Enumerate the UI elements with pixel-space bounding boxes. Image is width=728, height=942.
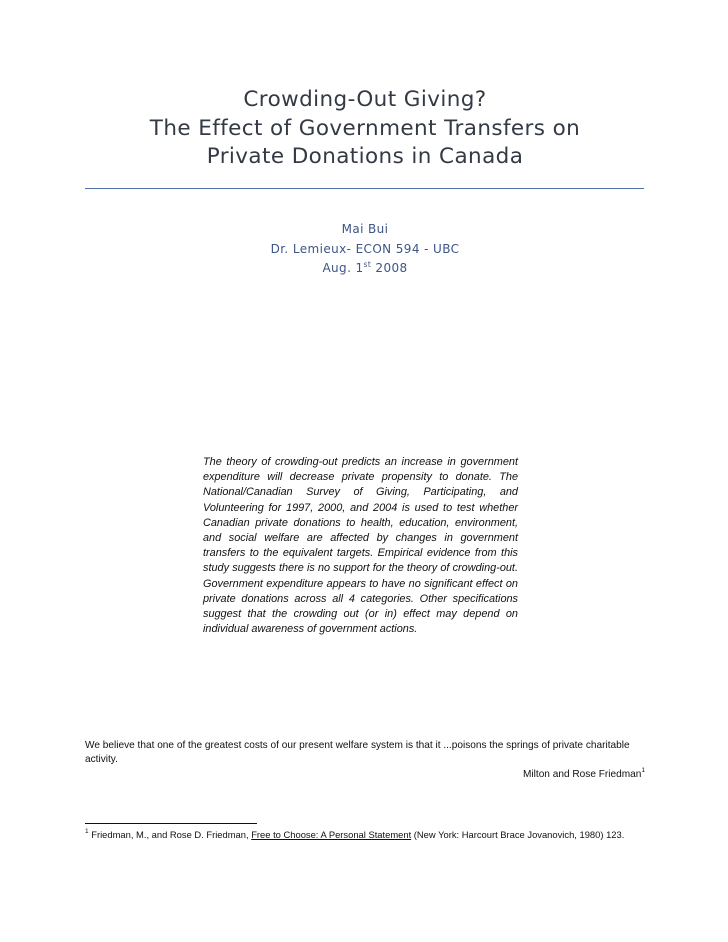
title-divider: [85, 188, 644, 189]
epigraph-attribution: [523, 768, 645, 782]
title-line-2: The Effect of Government Transfers on: [149, 115, 581, 141]
epigraph: [85, 739, 645, 780]
date-line: [85, 259, 645, 279]
date-year: 2008: [371, 261, 408, 275]
author-block: [85, 220, 645, 279]
epigraph-text: We believe that one of the greatest costs of our present welfare system is that it ...poisons the springs of private charitable activity.: [85, 740, 630, 765]
date-prefix: Aug. 1: [322, 261, 364, 275]
footnote-prefix: Friedman, M., and Rose D. Friedman,: [88, 829, 252, 840]
footnote-reference: 1: [641, 767, 645, 774]
title-line-3: Private Donations in Canada: [206, 144, 524, 169]
attribution-name: Milton and Rose Friedman: [523, 769, 642, 780]
footnote-suffix: (New York: Harcourt Brace Jovanovich, 1980) 123.: [411, 829, 625, 840]
abstract: The theory of crowding-out predicts an increase in government expenditure will decrease private propensity to donate. The National/Canadian Survey of Giving, Participating, and Volunteering for 1997, 2000, and 2004 is used to test whether Canadian private donations to health, education, environment, and social welfare are affected by changes in government transfers to the equivalent targets. Empirical evidence from this study suggests there is no support for the theory of crowding-out. Government expenditure appears to have no significant effect on private donations across all 4 categories. Other specifications suggest that the crowding out (or in) effect may depend on individual awareness of government actions.: [203, 456, 518, 636]
footnote-number: 1: [85, 828, 89, 835]
author-name: Mai Bui: [341, 222, 389, 236]
course-info: Dr. Lemieux- ECON 594 - UBC: [270, 241, 460, 256]
footnote-book-title: Free to Choose: A Personal Statement: [251, 829, 412, 840]
date-ordinal-suffix: st: [363, 260, 372, 269]
paper-title: [85, 86, 645, 172]
title-line-1: Crowding-Out Giving?: [243, 87, 487, 112]
footnote-divider: [85, 823, 257, 824]
footnote: [85, 828, 650, 841]
